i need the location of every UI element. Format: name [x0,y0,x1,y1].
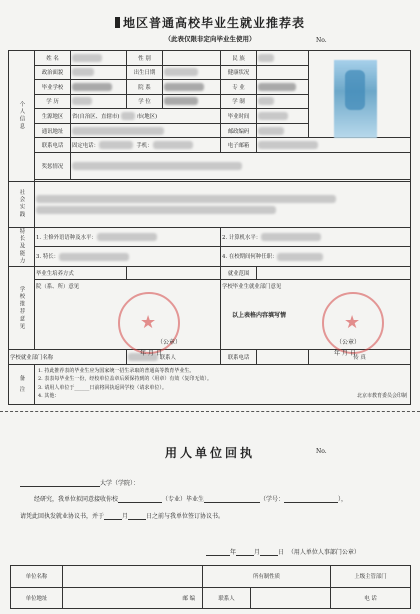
label-unit-postcode: 邮 编 [182,595,195,602]
remark-item-3: 3. 请用人单位于______日前将回执返回学校（请求单位）。 [38,384,167,391]
form-number-label: No. [316,37,327,44]
sign-day-blank [260,548,278,556]
label-unit-address: 单位地址 [11,587,63,609]
label-unit-name: 单位名称 [11,566,63,588]
redacted-major [258,83,296,91]
redacted-rank [277,253,323,261]
receipt-para1d: ）， [338,496,348,503]
school-opinion-label: 学校毕业生就业部门意见 [222,283,282,290]
month-blank [104,512,122,520]
label-ownership: 所有制性质 [203,566,331,588]
year-blank [206,548,230,556]
faculty-date: 年 月 日 [140,350,162,357]
label-name: 姓 名 [35,51,71,66]
sign-month-blank [236,548,254,556]
value-postcode [257,123,309,138]
receipt-para2a: 请凭此回执发就业协议书，并于 [20,513,105,520]
student-photo [334,60,377,138]
label-unit-contact: 联系人 [203,587,251,609]
label-email: 电子邮箱 [221,138,257,153]
redacted-name [72,54,102,62]
skill-computer [221,227,411,247]
value-birth [163,65,221,80]
seal-star-icon: ★ [140,312,157,333]
skill-computer-label: 2. 计算机水平： [222,234,262,241]
label-political: 政治面貌 [35,65,71,80]
cut-line [0,411,420,412]
redacted-faculty [164,83,204,91]
form-title [0,14,420,31]
label-remarks: 备 注 [9,364,35,404]
mobile-label: 手机： [136,142,153,149]
sign-day: 日 [278,549,285,556]
label-contact-person: 联系人 [159,354,176,361]
label-address: 通讯地址 [35,123,71,138]
skill-rank-label: 4. 在校期间何种任职： [222,254,278,261]
form-subtitle: （此表仅限非定向毕业生使用） [164,35,256,43]
label-birth: 出生日期 [127,65,163,80]
redacted-email [258,141,318,149]
value-unit-address [63,587,203,609]
receipt-info-table [10,565,411,609]
remark-item-1: 1. 持此推荐表的毕业生应为国家统一招生录取的普通高等教育毕业生。 [38,367,195,374]
skill-foreign [35,227,221,247]
value-degree [71,94,127,109]
label-phone: 联系电话 [35,138,71,153]
label-degree: 学 历 [35,94,71,109]
seal-star-icon: ★ [344,312,361,333]
label-major: 专 业 [221,80,257,95]
faculty-opinion-label: 院（系、所）意见 [36,283,80,290]
value-gender [163,51,221,66]
value-phone [71,138,221,153]
label-education-level: 学 位 [127,94,163,109]
skill-foreign-label: 1. 主修外语语种及水平： [36,234,97,241]
remark-item-4-row [38,392,407,400]
school-seal-label: （公章） [336,339,361,346]
redacted-ethnicity [258,54,274,62]
skill-rank [221,247,411,267]
redacted-address [72,127,164,135]
redacted-foreign [97,233,157,241]
label-fax: 传 真 [309,350,411,365]
value-length [257,94,309,109]
value-enroll [257,109,309,124]
label-awards: 奖惩情况 [35,152,71,179]
skill-special-label: 3. 特长： [36,254,60,261]
university-blank [20,479,100,487]
redacted-postcode [258,127,284,135]
redacted-social-2 [36,206,276,214]
redacted-computer [261,233,321,241]
value-unit-contact [251,587,331,609]
remark-item-2: 2. 表表每毕业生一份，经校单位盖章后须保持到的（用章）有效（复印无效）。 [38,376,212,383]
label-dept-superior: 上级主管部门 [331,566,411,588]
receipt-para1a: 经研究，我单位拟同意接收你校 [34,496,119,503]
value-unit-name [63,566,203,588]
value-contact-phone [257,350,309,365]
label-school: 毕业学校 [35,80,71,95]
sign-month: 月 [254,549,261,556]
section-skills: 特长及能力 [9,227,35,266]
value-ethnicity [257,51,309,66]
faculty-seal-label: （公章） [157,339,182,346]
photo-silhouette [345,70,365,110]
value-name [71,51,127,66]
origin-province: 省(自治区、直辖市) [72,113,120,120]
sign-note: （用人单位人事部门公章） [287,549,360,556]
sign-year: 年 [230,549,237,556]
label-contact-phone: 联系电话 [221,350,257,365]
receipt-para1b: （专业）毕业生 [162,496,205,503]
redacted-birth [164,68,198,76]
value-awards [71,152,411,179]
label-dept: 学校就业部门名称 [9,350,127,365]
redacted-political [72,68,94,76]
remark-item-4: 4. 其他： [38,393,60,399]
overlay-verification-text: 以上表格内容填写情 [232,312,287,319]
receipt-para-1 [34,494,347,503]
value-origin [71,109,221,124]
label-enroll: 毕业时间 [221,109,257,124]
label-training-mode: 毕业生培养方式 [35,267,127,279]
value-education-level [163,94,221,109]
label-health: 健康状况 [221,65,257,80]
redacted-mobile [153,141,193,149]
redacted-degree [72,97,92,105]
redacted-enroll [258,112,288,120]
value-political [71,65,127,80]
graduate-blank [204,495,260,503]
receipt-para2b: 月 [122,513,129,520]
label-gender: 性 别 [127,51,163,66]
redacted-special [59,253,129,261]
day-blank [128,512,146,520]
origin-city: 市(地区) [136,113,158,120]
fixed-phone-label: 固定电话： [72,142,99,149]
school-date: 年 月 日 [334,350,356,357]
student-id-blank [284,495,338,503]
value-faculty [163,80,221,95]
value-training-mode [127,267,221,279]
redacted-origin [121,112,135,120]
receipt-title: 用人单位回执 [164,446,255,460]
printer-credit: 北京市教育委员会印制 [356,393,407,399]
label-ethnicity: 民 族 [221,51,257,66]
receipt-sign-date [206,547,360,556]
skill-special [35,247,221,267]
redacted-length [258,97,274,105]
label-employment-type: 就业范围 [221,267,257,279]
section-social: 社会实践 [9,181,35,227]
redacted-awards [72,162,242,170]
section-recommend: 学校推荐意见 [9,267,35,350]
form-title-text: 地区普通高校毕业生就业推荐表 [122,16,305,30]
value-address [71,123,221,138]
label-unit-phone: 电 话 [331,587,411,609]
redacted-school [72,83,112,91]
section-personal-info: 个人信息 [9,51,35,182]
redacted-fixed-phone [99,141,133,149]
label-origin: 生源地区 [35,109,71,124]
remarks-list [35,364,411,404]
label-postcode: 邮政编码 [221,123,257,138]
redacted-social-1 [36,195,336,203]
receipt-to: 大学（学院）： [100,480,140,487]
value-major [257,80,309,95]
label-faculty: 院 系 [127,80,163,95]
receipt-para2c: 日之前与我单位签订协议书。 [146,513,225,520]
major-blank [118,495,162,503]
value-social [35,181,411,227]
value-school [71,80,127,95]
label-length: 学 制 [221,94,257,109]
receipt-number-label: No. [316,448,327,455]
receipt-para1c: （学号： [260,496,285,503]
value-health [257,65,309,80]
value-employment-type [257,267,411,279]
title-marker [115,17,120,28]
receipt-para-2 [20,511,224,520]
value-email [257,138,411,153]
redacted-education-level [164,97,198,105]
receipt-to-line [20,478,139,487]
